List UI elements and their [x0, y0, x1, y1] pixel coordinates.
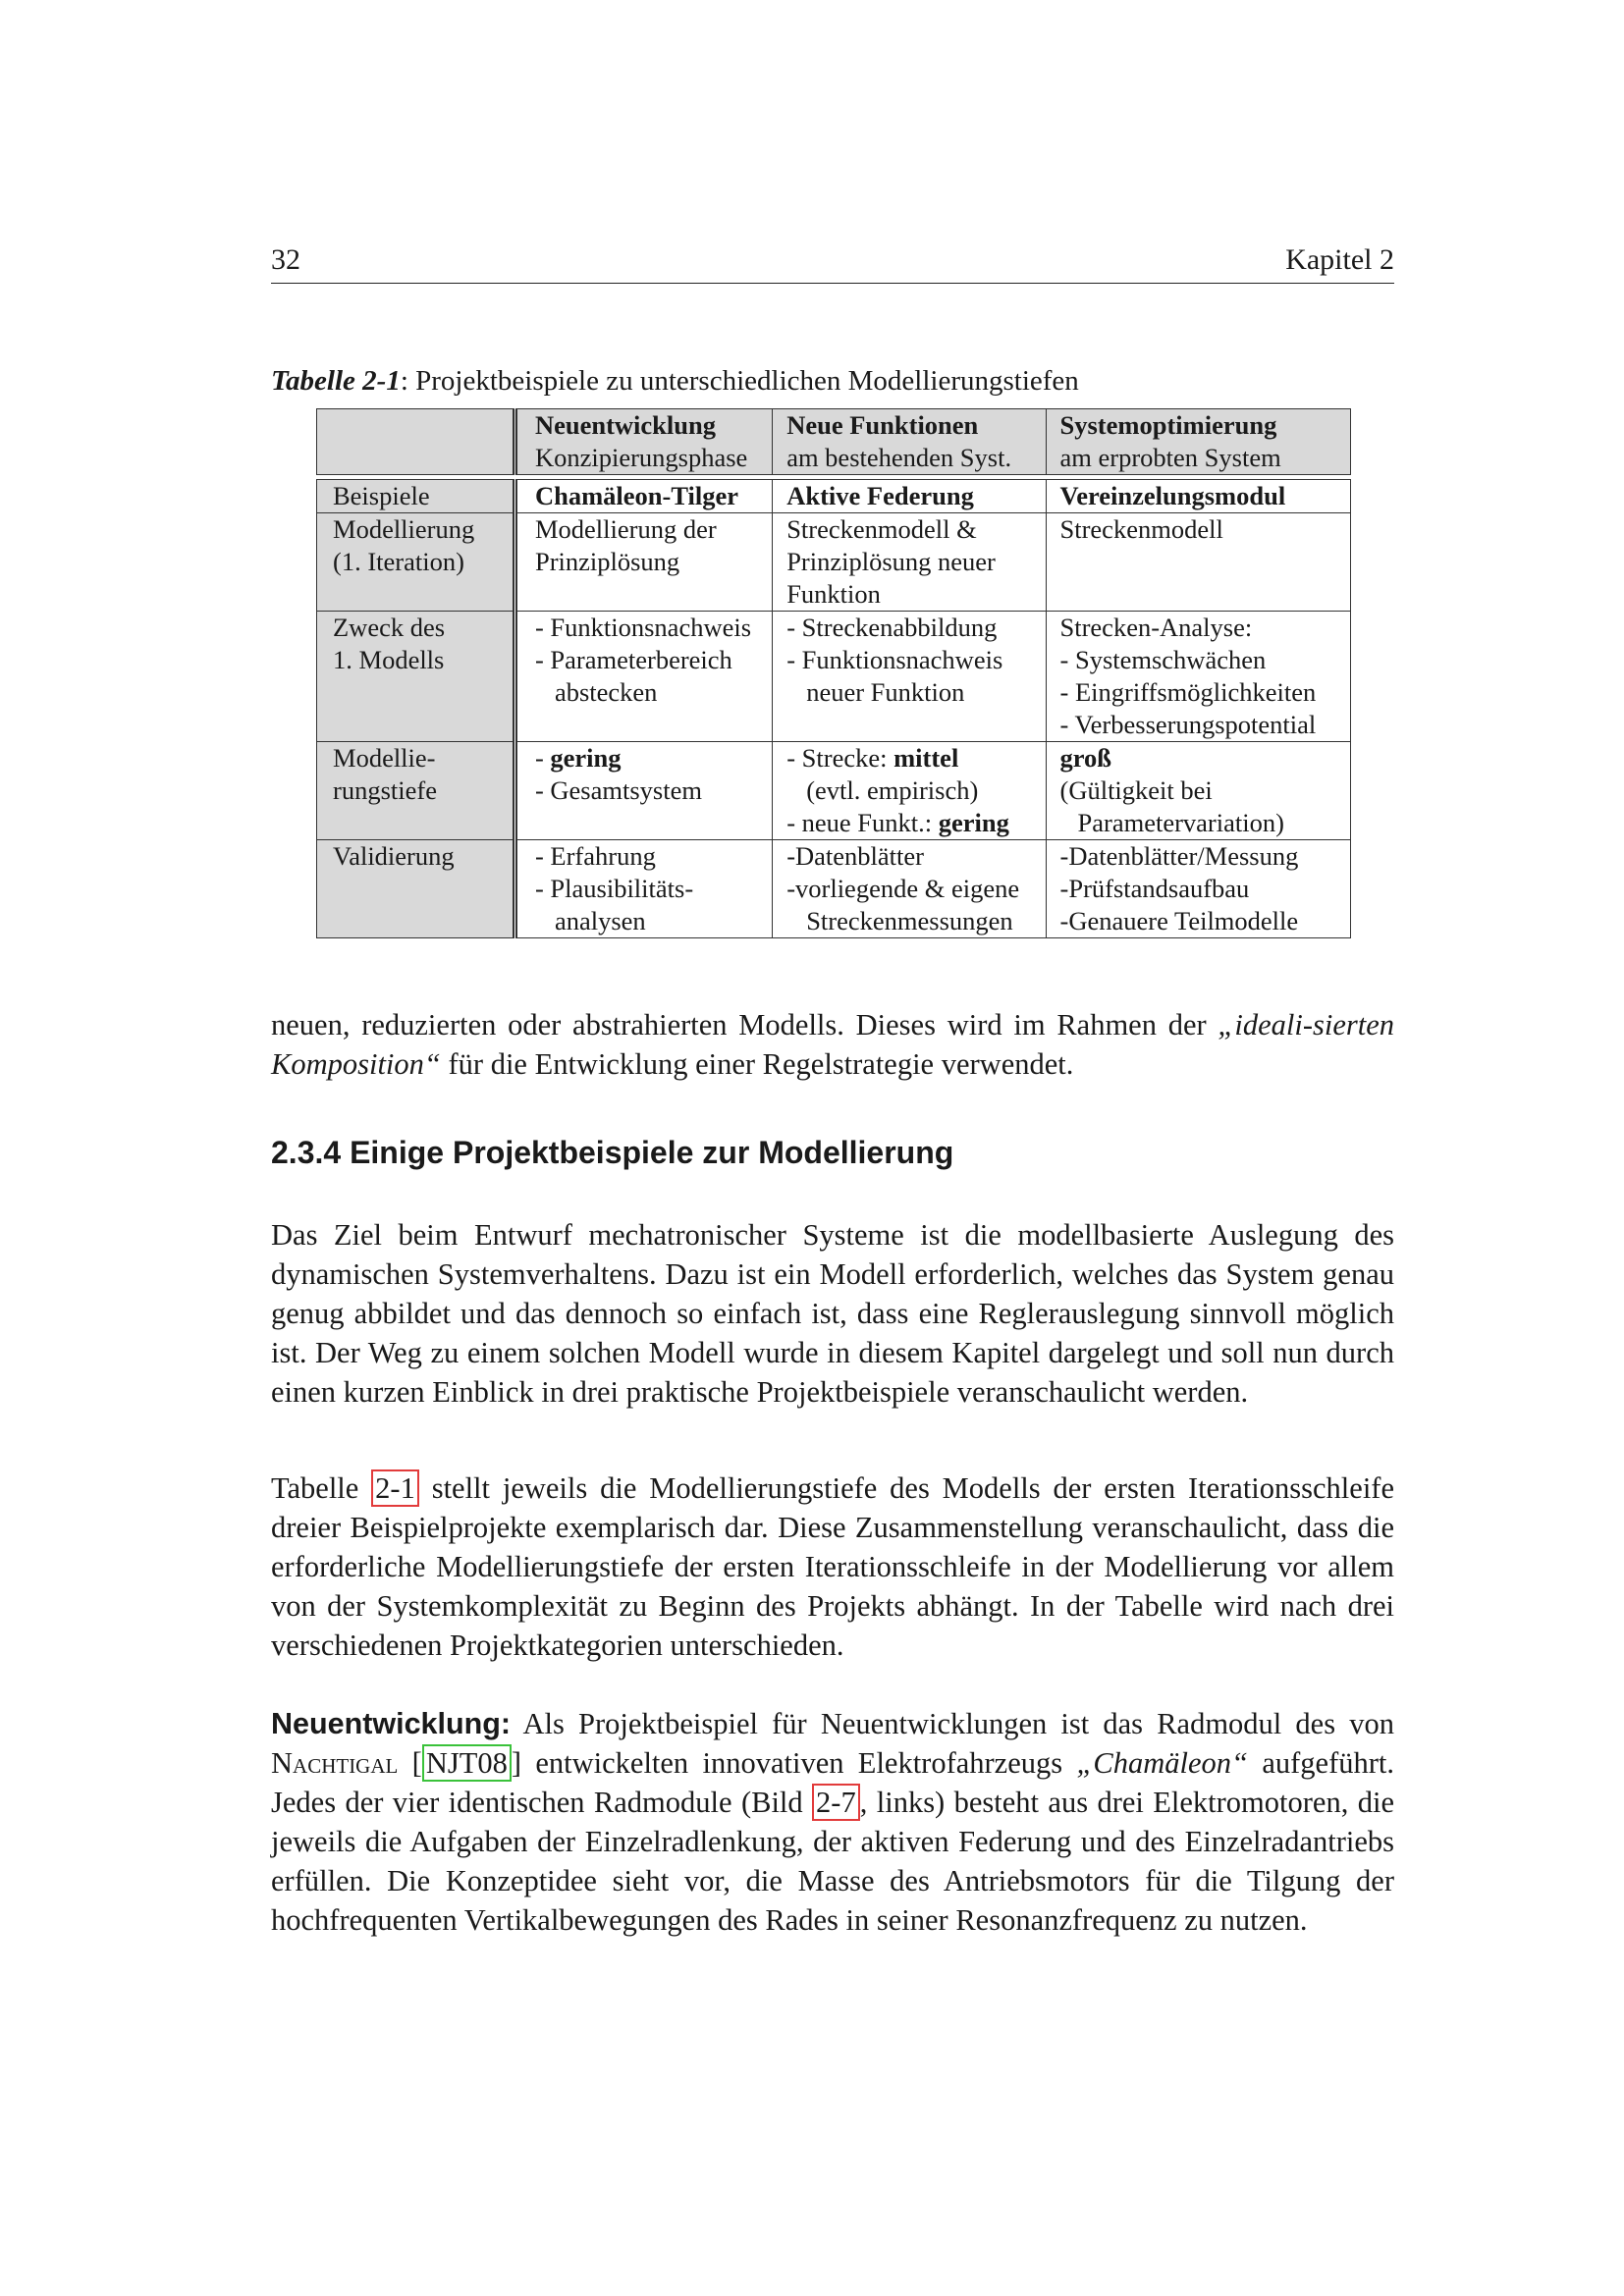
- paragraph-goal: Das Ziel beim Entwurf mechatronischer Systeme ist die modellbasierte Auslegung des dynamischen Systemverhaltens. Dazu ist ein Modell erforderlich, welches das System genau genug abbildet und das dennoch so einfach ist, dass eine Reglerauslegung sinnvoll möglich ist. Der Weg zu einem solchen Modell wurde in diesem Kapitel dargelegt und soll nun durch einen kurzen Einblick in drei praktische Projektbeispiele veranschaulicht werden.: [271, 1218, 1394, 1409]
- table-cell: Vereinzelungsmodul: [1046, 480, 1351, 513]
- modeling-table: [316, 408, 1351, 938]
- table-cell: - Strecke: mittel (evtl. empirisch) - neue Funkt.: gering: [773, 742, 1046, 840]
- table-header-row: [317, 409, 1351, 475]
- table-cell: Aktive Federung: [773, 480, 1046, 513]
- author-name: Nachtigal: [271, 1746, 399, 1780]
- row-label: Validierung: [317, 840, 515, 938]
- table-cell: -Datenblätter -vorliegende & eigene Streckenmessungen: [773, 840, 1046, 938]
- table-caption-label: Tabelle 2-1: [271, 365, 401, 397]
- table-caption-text: : Projektbeispiele zu unterschiedlichen Modellierungstiefen: [400, 365, 1079, 397]
- table-row: [317, 480, 1351, 513]
- section-title: 2.3.4 Einige Projektbeispiele zur Modellierung: [271, 1135, 954, 1170]
- citation-link[interactable]: NJT08: [422, 1744, 512, 1782]
- table-row: [317, 513, 1351, 612]
- table-cell: -Datenblätter/Messung -Prüfstandsaufbau -Genauere Teilmodelle: [1046, 840, 1351, 938]
- table-cell: Streckenmodell: [1046, 513, 1351, 612]
- page-number: 32: [271, 243, 300, 276]
- table-header-col-1: Neuentwicklung Konzipierungsphase: [514, 409, 772, 475]
- page-header: [271, 243, 1394, 284]
- table-cell: Modellierung der Prinziplösung: [514, 513, 772, 612]
- table-container: [316, 408, 1351, 938]
- table-row: [317, 742, 1351, 840]
- row-label: Modellierung (1. Iteration): [317, 513, 515, 612]
- run-in-heading: Neuentwicklung:: [271, 1707, 512, 1740]
- paragraph-table-description: Tabelle 2-1 stellt jeweils die Modellierungstiefe des Modells der ersten Iterationsschleife dreier Beispielprojekte exemplarisch dar. Diese Zusammenstellung veranschaulicht, dass die erforderliche Modellierungstiefe der ersten Iterationsschleife in der Modellierung vor allem von der Systemkomplexität zu Beginn des Projekts abhängt. In der Tabelle wird nach drei verschiedenen Projektkategorien unterschieden.: [271, 1471, 1394, 1662]
- row-label: Modellie- rungstiefe: [317, 742, 515, 840]
- table-row: [317, 840, 1351, 938]
- table-row: [317, 612, 1351, 742]
- table-cell: - Erfahrung - Plausibilitäts- analysen: [514, 840, 772, 938]
- chapter-title: Kapitel 2: [1285, 243, 1394, 276]
- table-header-col-3: Systemoptimierung am erprobten System: [1046, 409, 1351, 475]
- table-header-col-2: Neue Funktionen am bestehenden Syst.: [773, 409, 1046, 475]
- table-cell: groß (Gültigkeit bei Parametervariation): [1046, 742, 1351, 840]
- table-cell: Streckenmodell & Prinziplösung neuer Funktion: [773, 513, 1046, 612]
- table-cell: Chamäleon-Tilger: [514, 480, 772, 513]
- table-cell: - gering - Gesamtsystem: [514, 742, 772, 840]
- table-header-corner: [317, 409, 515, 475]
- table-cell: - Funktionsnachweis - Parameterbereich abstecken: [514, 612, 772, 742]
- row-label: Beispiele: [317, 480, 515, 513]
- paragraph-neuentwicklung: Neuentwicklung: Als Projektbeispiel für Neuentwicklungen ist das Radmodul des von Nachtigal [ NJT08 ] entwickelten innovativen Elektrofahrzeugs „Chamäleon“ aufgeführt. Jedes der vier identischen Radmodule (Bild 2-7 , links) besteht aus drei Elektromotoren, die jeweils die Aufgaben der Einzelradlenkung, der aktiven Federung und des Einzelradantriebs erfüllen. Die Konzeptidee sieht vor, die Masse des Antriebsmotors für die Tilgung der hochfrequenten Vertikalbewegungen des Rades in seiner Resonanzfrequenz zu nutzen.: [271, 1707, 1394, 1937]
- table-cell: Strecken-Analyse: - Systemschwächen - Eingriffsmöglichkeiten - Verbesserungspotential: [1046, 612, 1351, 742]
- figure-reference-link[interactable]: 2-7: [812, 1784, 860, 1821]
- table-caption: [271, 365, 1079, 398]
- table-reference-link[interactable]: 2-1: [371, 1469, 419, 1507]
- row-label: Zweck des 1. Modells: [317, 612, 515, 742]
- table-cell: - Streckenabbildung - Funktionsnachweis neuer Funktion: [773, 612, 1046, 742]
- intro-paragraph: neuen, reduzierten oder abstrahierten Modells. Dieses wird im Rahmen der „ideali-sierten Komposition“ für die Entwicklung einer Regelstrategie verwendet.: [271, 1008, 1394, 1081]
